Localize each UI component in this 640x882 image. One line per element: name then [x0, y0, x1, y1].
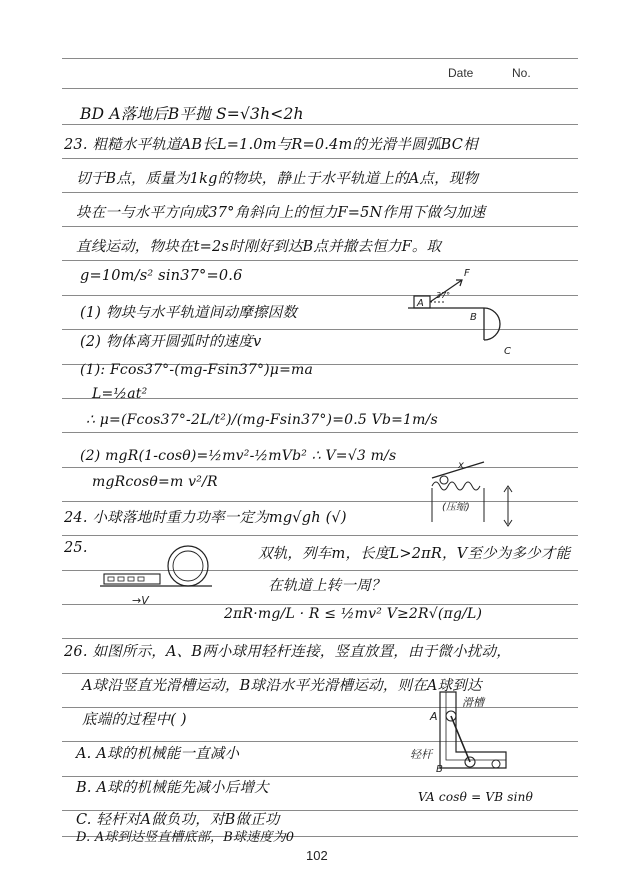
date-label: Date: [448, 66, 474, 80]
fig23-label-a: A: [417, 298, 424, 309]
fig23-label-c: C: [504, 346, 511, 357]
q26-label-rod: 轻杆: [410, 748, 432, 761]
q25-eq: 2πR·mg/L · R ≤ ½mv² V≥2R√(πg/L): [224, 606, 483, 622]
q26-line-3: 底端的过程中( ): [82, 712, 187, 728]
rule: [62, 158, 578, 159]
q25-line-1: 双轨，列车m，长度L>2πR，V至少为多少才能: [258, 546, 571, 562]
q23-line-4: 直线运动，物块在t=2s时刚好到达B点并撤去恒力F。取: [76, 239, 442, 255]
q26-velocity-relation: VA cosθ = VB sinθ: [418, 790, 533, 804]
q23-eq-2: L=½at²: [92, 386, 148, 402]
fig23-label-b: B: [470, 312, 477, 323]
q23-given: g=10m/s² sin37°=0.6: [80, 268, 243, 284]
rule: [62, 124, 578, 125]
q23-part-2: (2) 物体离开圆弧时的速度v: [80, 334, 262, 350]
q25-line-2: 在轨道上转一周？: [268, 578, 386, 594]
q26-option-d: D. A球到达竖直槽底部，B球速度为0: [76, 830, 295, 845]
q26-line-1: 26. 如图所示，A、B两小球用轻杆连接，竖直放置，由于微小扰动，: [64, 644, 511, 660]
rule: [62, 226, 578, 227]
q26-option-a: A. A球的机械能一直减小: [76, 746, 240, 762]
q26-line-2: A球沿竖直光滑槽运动，B球沿水平光滑槽运动，则在A球到达: [82, 678, 482, 694]
q23-track-figure: [400, 262, 530, 358]
q25-train-loop-figure: [96, 538, 216, 610]
q23-eq-3: ∴ μ=(Fcos37°-2L/t²)/(mg-Fsin37°)=0.5 Vb=1m/s: [86, 412, 438, 428]
q24-line: 24. 小球落地时重力功率一定为mg√gh (√): [64, 510, 347, 526]
q26-rod-groove-figure: [410, 688, 520, 784]
spring-incline-figure: [428, 448, 538, 530]
q23-eq-4: (2) mgR(1-cosθ)=½mv²-½mVb² ∴ V=√3 m/s: [80, 448, 397, 464]
q23-line-2: 切于B点，质量为1kg的物块，静止于水平轨道上的A点，现物: [76, 171, 479, 187]
rule: [62, 535, 578, 536]
answer-line-bd: BD A落地后B平抛 S=√3h<2h: [80, 105, 304, 123]
spring-label-compressed: (压缩): [442, 502, 470, 513]
rule: [62, 638, 578, 639]
q23-eq-1: (1): Fcos37°-(mg-Fsin37°)μ=ma: [80, 362, 314, 378]
fig23-label-f: F: [464, 268, 470, 279]
fig23-label-angle: 37°: [436, 291, 451, 300]
q25-number: 25.: [64, 540, 88, 556]
rule: [62, 260, 578, 261]
q26-label-groove: 滑槽: [462, 696, 484, 709]
q25-velocity-arrow: →V: [132, 594, 149, 607]
q23-line-3: 块在一与水平方向成37°角斜向上的恒力F=5N作用下做匀加速: [76, 205, 486, 221]
q23-line-1: 23. 粗糙水平轨道AB长L=1.0m与R=0.4m的光滑半圆弧BC相: [64, 137, 478, 153]
rule: [62, 88, 578, 89]
q23-eq-5: mgRcosθ=m v²/R: [92, 474, 218, 490]
q23-part-1: (1) 物块与水平轨道间动摩擦因数: [80, 305, 298, 321]
page-number: 102: [306, 848, 328, 863]
top-rule: [62, 58, 578, 59]
spring-label-x: x: [458, 460, 464, 471]
q26-label-b: B: [436, 764, 443, 775]
no-label: No.: [512, 66, 531, 80]
q26-label-a: A: [430, 710, 438, 723]
q26-option-b: B. A球的机械能先减小后增大: [76, 780, 269, 796]
q26-option-c: C. 轻杆对A做负功，对B做正功: [76, 812, 280, 828]
rule: [62, 192, 578, 193]
rule: [62, 432, 578, 433]
